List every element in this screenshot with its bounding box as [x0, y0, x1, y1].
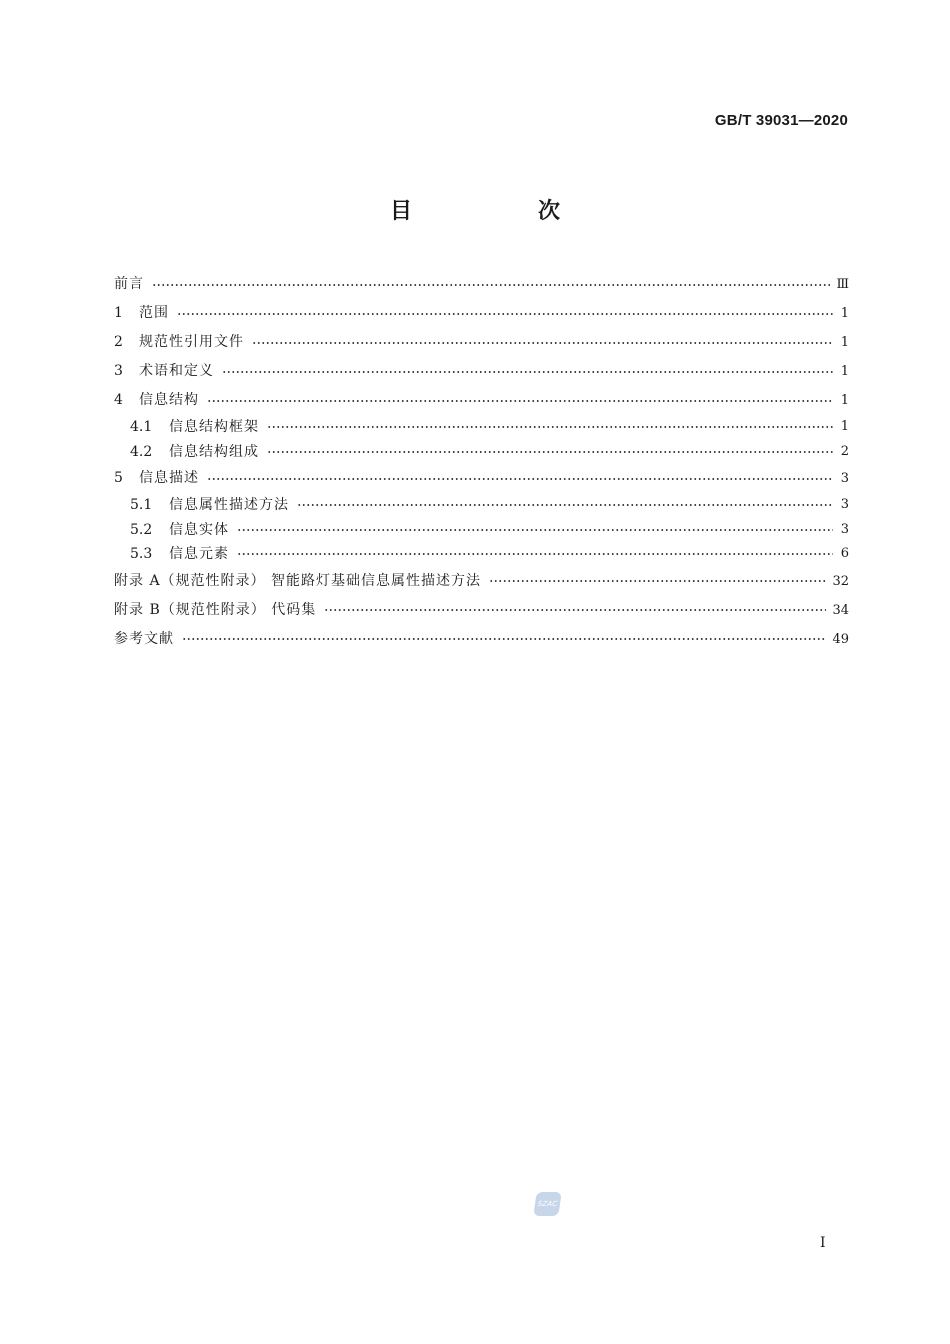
toc-dot-leader: [297, 498, 833, 512]
toc-entry[interactable]: [114, 493, 849, 518]
toc-entry-title: 参考文献: [114, 630, 174, 647]
toc-entry-page: 1: [840, 335, 849, 350]
toc-dot-leader: [207, 394, 833, 408]
toc-dot-leader: [237, 523, 833, 537]
toc-entry-title: 附录 B（规范性附录） 代码集: [114, 601, 317, 618]
logo-text: SZAC: [537, 1200, 558, 1208]
toc-entry-page: 1: [840, 364, 849, 379]
toc-entry-number: 5.3: [130, 546, 153, 562]
table-of-contents: [114, 270, 849, 654]
toc-entry-title: 信息结构框架: [169, 419, 259, 435]
toc-entry-number: 5.2: [130, 521, 153, 538]
toc-entry-number: 5.1: [130, 497, 153, 513]
toc-entry[interactable]: [114, 440, 849, 465]
toc-entry[interactable]: [114, 270, 849, 299]
toc-entry-title: 信息结构: [139, 392, 199, 408]
toc-entry-number: 3: [114, 363, 123, 379]
toc-dot-leader: [177, 307, 833, 321]
toc-dot-leader: [252, 336, 833, 350]
page-title: 目 次: [389, 199, 612, 224]
toc-entry-title: 规范性引用文件: [139, 334, 244, 350]
toc-entry-number: 1: [114, 305, 123, 321]
toc-entry-title: 附录 A（规范性附录） 智能路灯基础信息属性描述方法: [114, 572, 482, 589]
toc-entry-page: Ⅲ: [836, 277, 849, 292]
toc-entry-title: 信息结构组成: [169, 443, 259, 460]
toc-entry-page: 1: [840, 306, 849, 321]
toc-entry-page: 6: [840, 546, 849, 561]
toc-entry[interactable]: [114, 357, 849, 386]
toc-entry-number: 4.2: [130, 443, 153, 460]
toc-entry-page: 34: [832, 602, 849, 618]
page-number: Ⅰ: [820, 1235, 826, 1251]
toc-entry[interactable]: [114, 542, 849, 567]
standard-number: GB/T 39031—2020: [714, 112, 848, 129]
toc-entry[interactable]: [114, 567, 849, 596]
toc-entry-number: 4: [114, 392, 123, 408]
toc-entry-title: 信息实体: [169, 521, 229, 538]
toc-entry[interactable]: [114, 596, 849, 625]
toc-entry-page: 1: [840, 419, 849, 434]
toc-entry-title: 术语和定义: [139, 363, 214, 379]
toc-entry-page: 3: [840, 471, 849, 486]
toc-entry-number: 4.1: [130, 419, 153, 435]
toc-entry-page: 3: [840, 521, 849, 537]
toc-entry[interactable]: [114, 299, 849, 328]
toc-entry[interactable]: [114, 386, 849, 415]
toc-dot-leader: [222, 365, 833, 379]
toc-entry-title: 信息元素: [169, 546, 229, 562]
toc-dot-leader: [489, 574, 826, 588]
toc-dot-leader: [152, 278, 830, 292]
toc-dot-leader: [267, 445, 833, 459]
toc-dot-leader: [237, 547, 833, 561]
toc-dot-leader: [267, 420, 833, 434]
toc-entry[interactable]: [114, 415, 849, 440]
toc-entry-number: 5: [114, 470, 123, 486]
toc-entry[interactable]: [114, 518, 849, 543]
toc-entry-title: 信息属性描述方法: [169, 497, 289, 513]
toc-entry-page: 1: [840, 393, 849, 408]
toc-entry-page: 3: [840, 497, 849, 512]
toc-dot-leader: [182, 632, 826, 646]
toc-entry-title: 范围: [139, 305, 169, 321]
toc-entry-page: 2: [840, 443, 849, 459]
toc-entry-title: 信息描述: [139, 470, 199, 486]
toc-entry[interactable]: [114, 464, 849, 493]
toc-entry-title: 前言: [114, 276, 144, 292]
toc-dot-leader: [324, 603, 826, 617]
toc-entry[interactable]: [114, 328, 849, 357]
toc-dot-leader: [207, 472, 833, 486]
toc-entry[interactable]: [114, 625, 849, 654]
szac-logo-icon: [533, 1192, 561, 1216]
toc-entry-page: 49: [832, 631, 849, 647]
toc-entry-number: 2: [114, 334, 123, 350]
toc-entry-page: 32: [832, 573, 849, 589]
